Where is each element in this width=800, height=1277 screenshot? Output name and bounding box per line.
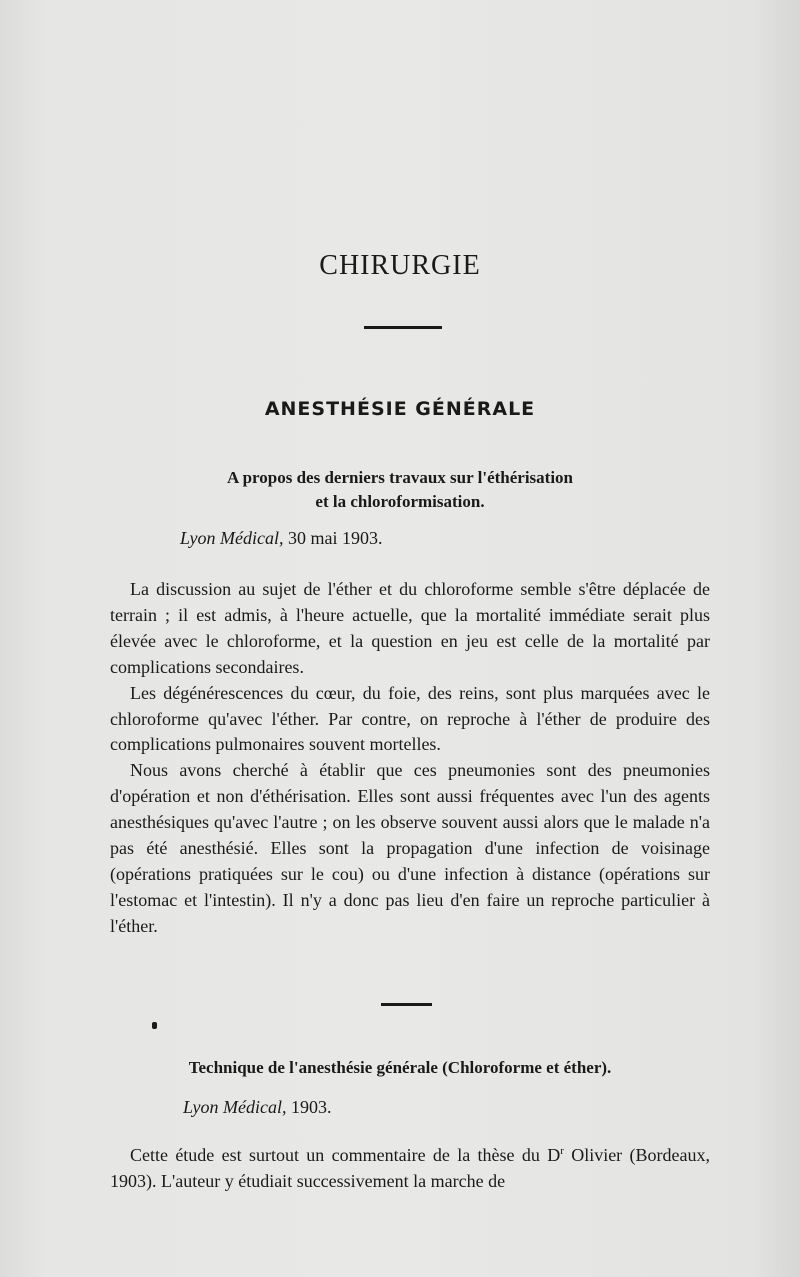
article1-paragraph-1: La discussion au sujet de l'éther et du chloroforme semble s'être déplacée de terrain ; il est admis, à l'heure actuelle, que la mortalité immédiate serait plus élevée avec le chloroforme, et la question en jeu est celle de la mortalité par complications secondaires.: [110, 579, 710, 677]
doctor-superscript: r: [560, 1145, 564, 1157]
article2-text-before-sup: Cette étude est surtout un commentaire de la thèse du D: [130, 1145, 561, 1165]
article-divider: [381, 1003, 432, 1006]
title-divider: [364, 326, 442, 329]
article2-journal: Lyon Médical,: [183, 1097, 287, 1117]
article2-source: [183, 1097, 331, 1118]
article2-title: Technique de l'anesthésie générale (Chloroforme et éther).: [188, 1058, 612, 1077]
article2-text-after-sup: Olivier (Bordeaux, 1903). L'auteur y étudiait successivement la marche de: [110, 1145, 710, 1191]
article1-body: [110, 577, 710, 940]
article2-body: [110, 1143, 710, 1195]
article1-date: 30 mai 1903.: [287, 528, 383, 548]
article2-date: 1903.: [290, 1097, 332, 1117]
article1-paragraph-3: Nous avons cherché à établir que ces pneumonies sont des pneumonies d'opération et non d'éthérisation. Elles sont aussi fréquentes avec l'un des agents anesthésiques qu'avec l'autre ; on les observe souvent aussi alors que le malade n'a pas été anesthésié. Elles sont la propagation d'une infection de voisinage (opérations pratiquées sur le cou) ou d'une infection à distance (opérations sur l'estomac et l'intestin). Il n'y a donc pas lieu d'en faire un reproche particulier à l'éther.: [110, 760, 710, 936]
article1-title: [0, 466, 800, 514]
article1-journal: Lyon Médical,: [180, 528, 284, 548]
article1-title-line1: A propos des derniers travaux sur l'éthérisation: [227, 468, 573, 487]
article1-source: [180, 528, 382, 549]
ink-mark: [152, 1022, 157, 1029]
page-title: CHIRURGIE: [319, 250, 481, 281]
article2-paragraph-1: [110, 1143, 710, 1195]
section-heading: ANESTHÉSIE GÉNÉRALE: [264, 398, 536, 420]
article1-paragraph-2: Les dégénérescences du cœur, du foie, des reins, sont plus marquées avec le chloroforme qu'avec l'éther. Par contre, on reproche à l'éther de produire des complications pulmonaires souvent mortelles.: [110, 682, 710, 755]
article1-title-line2: et la chloroformisation.: [315, 492, 485, 511]
